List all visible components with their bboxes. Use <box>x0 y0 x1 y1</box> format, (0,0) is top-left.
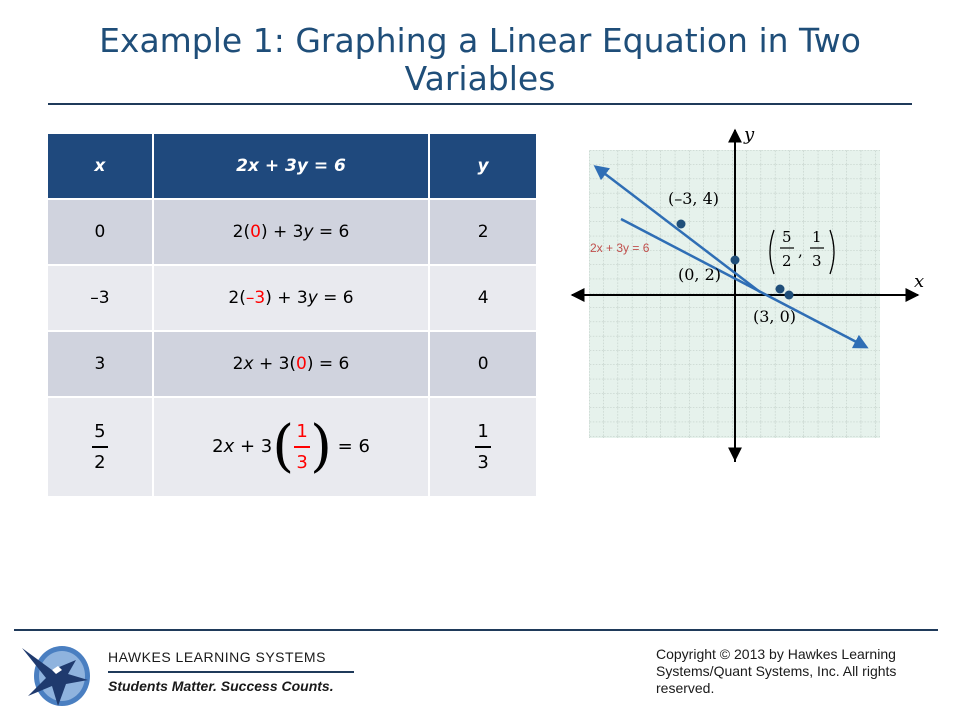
company-underline <box>108 671 354 673</box>
cell-y <box>429 397 536 496</box>
svg-text:,: , <box>798 242 803 260</box>
cell-equation: 2x + 3(0) = 6 <box>153 331 429 397</box>
cell-y: 0 <box>429 331 536 397</box>
header-x: x <box>48 134 153 199</box>
hawk-logo-icon <box>18 640 94 710</box>
table-row <box>48 397 536 496</box>
company-tagline: Students Matter. Success Counts. <box>108 678 334 694</box>
cell-y: 2 <box>429 199 536 265</box>
svg-text:3: 3 <box>812 252 822 270</box>
table-header-row <box>48 134 536 199</box>
company-name: HAWKES LEARNING SYSTEMS <box>108 649 326 665</box>
cell-x: 3 <box>48 331 153 397</box>
slide-title: Example 1: Graphing a Linear Equation in Two Variables <box>99 21 861 98</box>
table-row <box>48 199 536 265</box>
point-3-0 <box>785 291 794 300</box>
line-graph <box>560 122 930 462</box>
copyright-notice: Copyright © 2013 by Hawkes Learning Systems/Quant Systems, Inc. All rights reserved. <box>656 646 897 696</box>
point-label-3-0: (3, 0) <box>753 307 797 326</box>
table-row <box>48 265 536 331</box>
svg-text:2: 2 <box>782 252 792 270</box>
header-y: y <box>429 134 536 199</box>
fraction-one-third: $\frac{1}{3}$ <box>294 421 310 472</box>
cell-y: 4 <box>429 265 536 331</box>
fraction-one-third: $\frac{1}{3}$ <box>475 421 491 472</box>
svg-text:5: 5 <box>782 228 792 246</box>
cell-x: –3 <box>48 265 153 331</box>
header-equation: 2x + 3y = 6 <box>153 134 429 199</box>
point-label-0-2: (0, 2) <box>678 265 722 284</box>
cell-x: 0 <box>48 199 153 265</box>
cell-equation: 2x + 3( $\frac{1}{3}$ ) = 6 <box>153 397 429 496</box>
title-divider <box>48 103 912 105</box>
point-5half-1third <box>776 285 785 294</box>
solutions-table <box>48 134 536 496</box>
y-axis-label: y <box>744 124 755 145</box>
table-row <box>48 331 536 397</box>
point-neg3-4 <box>677 220 686 229</box>
line-label: 2x + 3y = 6 <box>590 241 650 255</box>
point-label-neg3-4: (–3, 4) <box>668 189 720 208</box>
cell-x <box>48 397 153 496</box>
cell-equation: 2(0) + 3y = 6 <box>153 199 429 265</box>
cell-equation: 2(–3) + 3y = 6 <box>153 265 429 331</box>
x-axis-label: x <box>914 271 925 292</box>
point-0-2 <box>731 256 740 265</box>
footer-divider <box>14 629 938 631</box>
svg-text:1: 1 <box>812 228 822 246</box>
fraction-five-halves: $\frac{5}{2}$ <box>92 421 108 472</box>
